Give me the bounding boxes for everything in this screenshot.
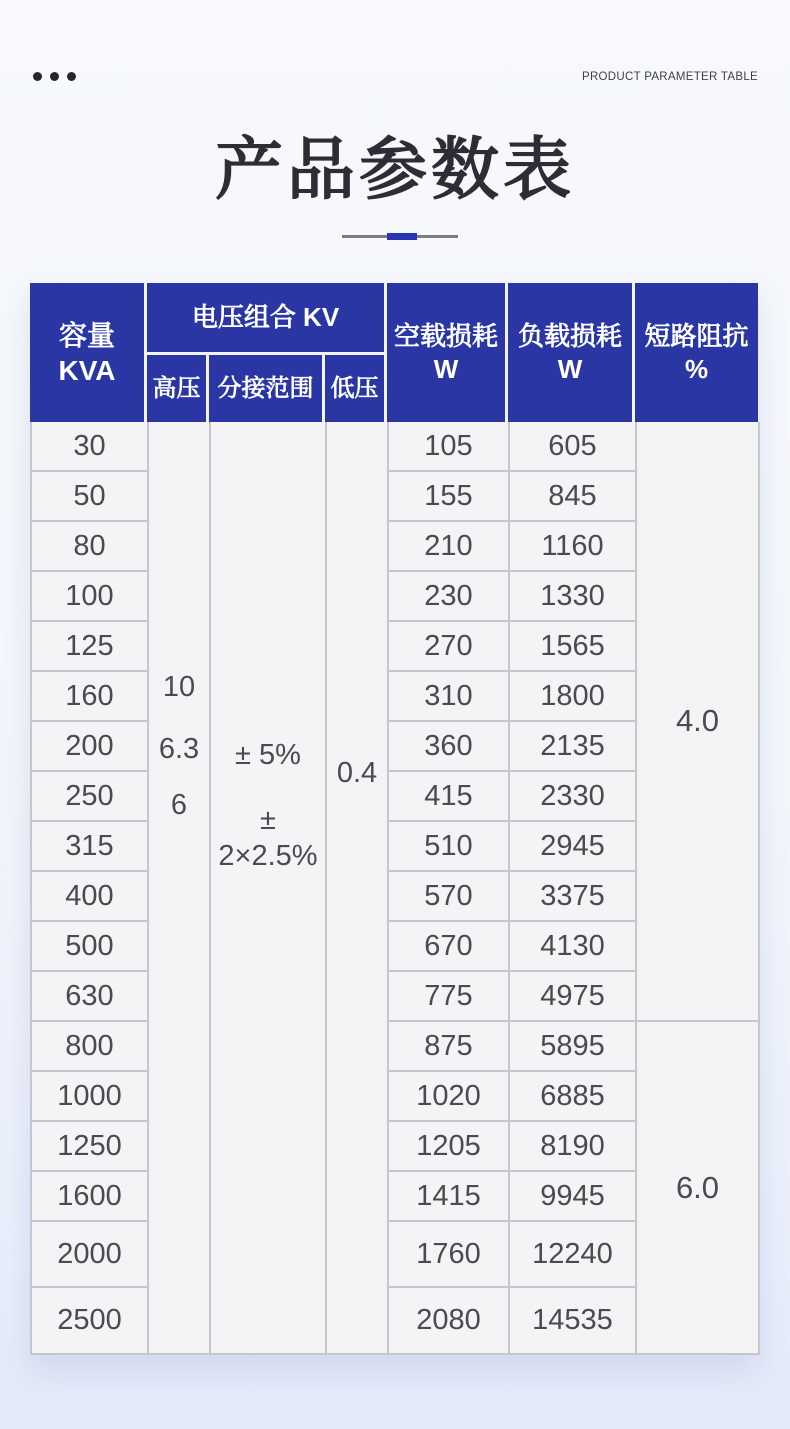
load-loss-cell: 9945 bbox=[510, 1172, 637, 1222]
load-loss-cell: 12240 bbox=[510, 1222, 637, 1288]
kva-cell: 315 bbox=[32, 822, 149, 872]
load-loss-cell: 1800 bbox=[510, 672, 637, 722]
low-voltage-merged-cell bbox=[327, 422, 389, 1355]
kva-cell: 400 bbox=[32, 872, 149, 922]
no-load-loss-cell: 1760 bbox=[389, 1222, 510, 1288]
load-loss-cell: 1565 bbox=[510, 622, 637, 672]
header-tap-range: 分接范围 bbox=[209, 355, 325, 422]
kva-cell: 2500 bbox=[32, 1288, 149, 1355]
load-loss-cell: 14535 bbox=[510, 1288, 637, 1355]
load-loss-cell: 845 bbox=[510, 472, 637, 522]
kva-cell: 1000 bbox=[32, 1072, 149, 1122]
no-load-loss-cell: 310 bbox=[389, 672, 510, 722]
kva-cell: 50 bbox=[32, 472, 149, 522]
dot-icon bbox=[67, 72, 76, 81]
load-loss-cell: 8190 bbox=[510, 1122, 637, 1172]
header-load-loss: 负载损耗 W bbox=[508, 283, 635, 422]
no-load-loss-cell: 2080 bbox=[389, 1288, 510, 1355]
table-header bbox=[30, 283, 758, 422]
load-loss-cell: 4130 bbox=[510, 922, 637, 972]
load-loss-cell: 2330 bbox=[510, 772, 637, 822]
low-voltage-value: 0.4 bbox=[336, 757, 378, 789]
title-divider bbox=[342, 235, 458, 238]
no-load-loss-cell: 105 bbox=[389, 422, 510, 472]
no-load-loss-cell: 230 bbox=[389, 572, 510, 622]
header-low-voltage: 低压 bbox=[325, 355, 387, 422]
divider-accent bbox=[387, 233, 417, 240]
dot-icon bbox=[33, 72, 42, 81]
no-load-loss-cell: 1415 bbox=[389, 1172, 510, 1222]
header-voltage-group: 电压组合 KV bbox=[147, 283, 387, 355]
no-load-loss-cell: 775 bbox=[389, 972, 510, 1022]
kva-cell: 160 bbox=[32, 672, 149, 722]
kva-cell: 250 bbox=[32, 772, 149, 822]
no-load-loss-cell: 510 bbox=[389, 822, 510, 872]
header-impedance: 短路阻抗 % bbox=[644, 321, 749, 384]
load-loss-cell: 3375 bbox=[510, 872, 637, 922]
high-voltage-merged-cell bbox=[149, 422, 211, 1355]
no-load-loss-cell: 155 bbox=[389, 472, 510, 522]
no-load-loss-cell: 1205 bbox=[389, 1122, 510, 1172]
no-load-loss-cell: 570 bbox=[389, 872, 510, 922]
kva-cell: 1250 bbox=[32, 1122, 149, 1172]
no-load-loss-cell: 210 bbox=[389, 522, 510, 572]
kva-cell: 200 bbox=[32, 722, 149, 772]
dot-icon bbox=[50, 72, 59, 81]
load-loss-cell: 4975 bbox=[510, 972, 637, 1022]
kva-cell: 800 bbox=[32, 1022, 149, 1072]
no-load-loss-cell: 875 bbox=[389, 1022, 510, 1072]
page-title: 产品参数表 bbox=[214, 132, 575, 208]
kva-cell: 2000 bbox=[32, 1222, 149, 1288]
parameter-table bbox=[30, 283, 758, 1355]
kva-cell: 80 bbox=[32, 522, 149, 572]
header-capacity: 容量 KVA bbox=[30, 283, 147, 422]
load-loss-cell: 605 bbox=[510, 422, 637, 472]
kva-cell: 630 bbox=[32, 972, 149, 1022]
kva-cell: 100 bbox=[32, 572, 149, 622]
decorative-dots bbox=[33, 72, 76, 81]
load-loss-cell: 2945 bbox=[510, 822, 637, 872]
tap-range-value: ± 5% bbox=[235, 739, 301, 771]
table-body bbox=[30, 422, 758, 1355]
no-load-loss-cell: 670 bbox=[389, 922, 510, 972]
header-no-load-loss: 空载损耗 W bbox=[387, 283, 508, 422]
kva-cell: 125 bbox=[32, 622, 149, 672]
kva-cell: 30 bbox=[32, 422, 149, 472]
no-load-loss-cell: 1020 bbox=[389, 1072, 510, 1122]
load-loss-cell: 6885 bbox=[510, 1072, 637, 1122]
tap-range-merged-cell bbox=[211, 422, 327, 1355]
tap-range-value: ± 2×2.5% bbox=[218, 804, 318, 872]
kva-cell: 500 bbox=[32, 922, 149, 972]
high-voltage-value: 10 bbox=[162, 671, 196, 703]
header-high-voltage: 高压 bbox=[147, 355, 209, 422]
no-load-loss-cell: 270 bbox=[389, 622, 510, 672]
load-loss-cell: 5895 bbox=[510, 1022, 637, 1072]
kva-cell: 1600 bbox=[32, 1172, 149, 1222]
no-load-loss-cell: 415 bbox=[389, 772, 510, 822]
no-load-loss-cell: 360 bbox=[389, 722, 510, 772]
impedance-group-2-cell: 6.0 bbox=[637, 1022, 760, 1355]
load-loss-cell: 2135 bbox=[510, 722, 637, 772]
high-voltage-value: 6.3 bbox=[158, 733, 200, 765]
load-loss-cell: 1330 bbox=[510, 572, 637, 622]
eyebrow-text: PRODUCT PARAMETER TABLE bbox=[581, 71, 758, 83]
high-voltage-value: 6 bbox=[170, 789, 188, 821]
load-loss-cell: 1160 bbox=[510, 522, 637, 572]
impedance-group-1-cell: 4.0 bbox=[637, 422, 760, 1022]
